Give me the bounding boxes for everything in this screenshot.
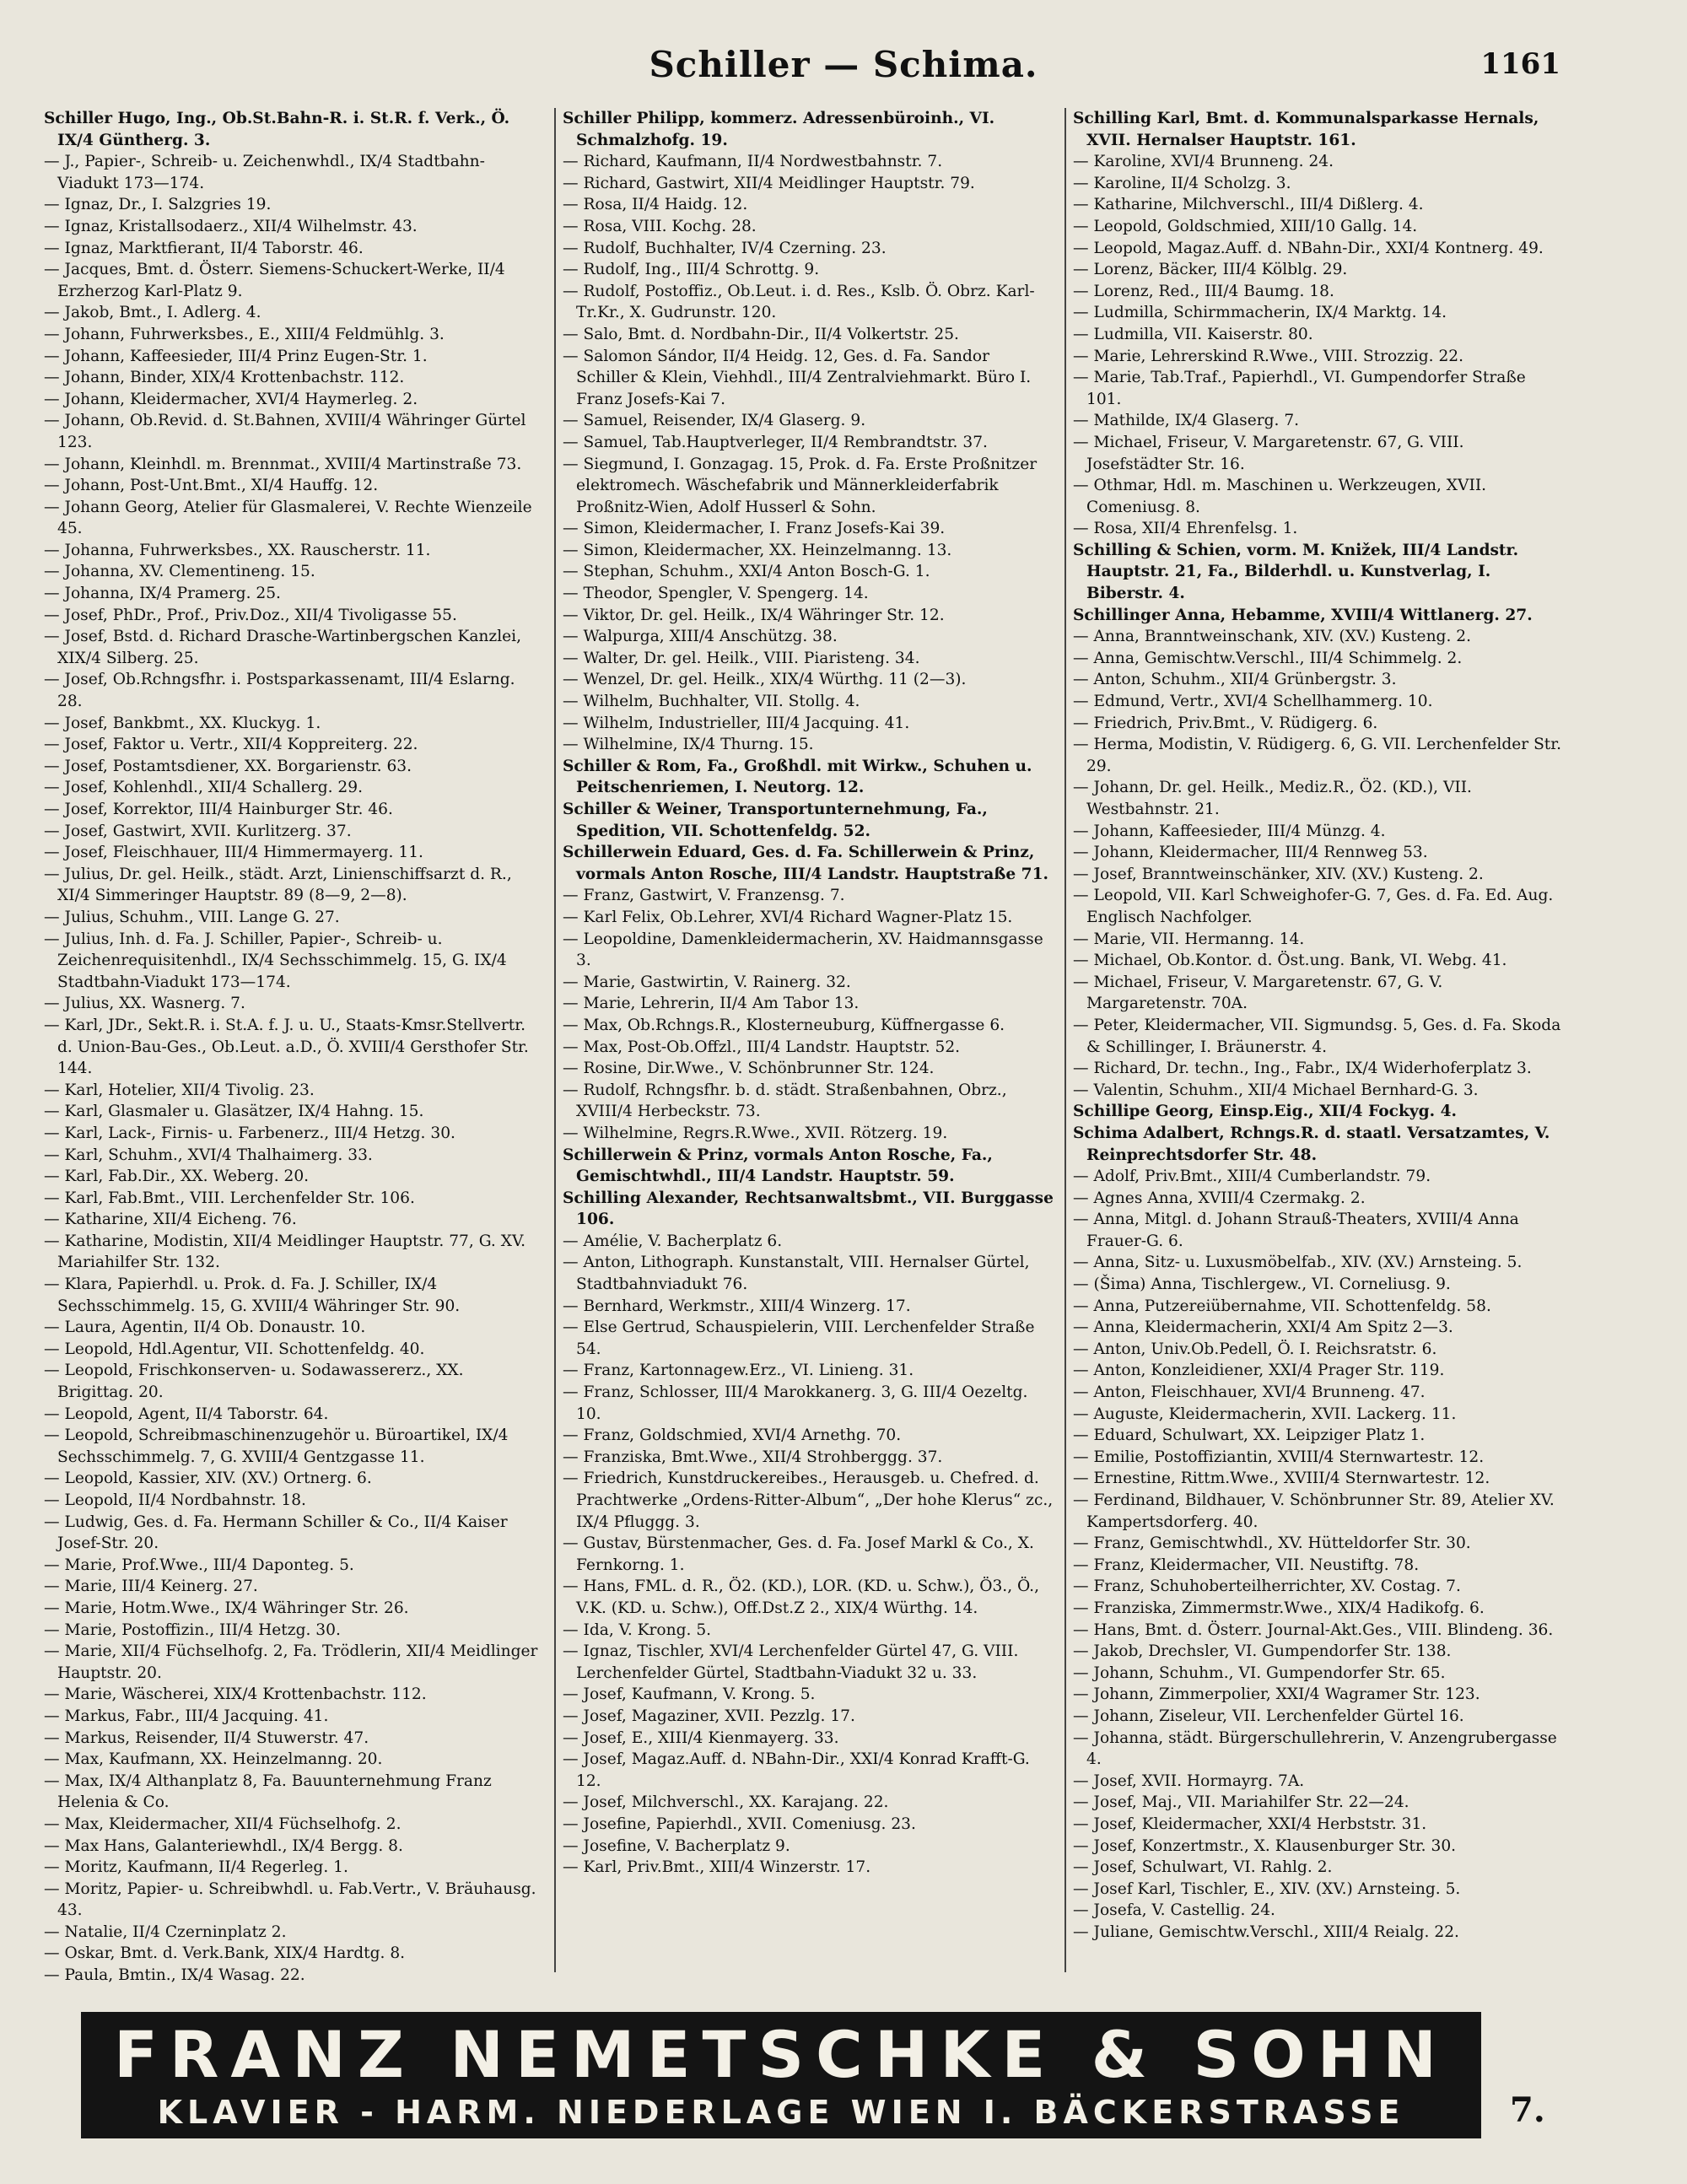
directory-entry: — Lorenz, Red., III/4 Baumg. 18.	[1073, 282, 1334, 300]
directory-entry: — Samuel, Tab.Hauptverleger, II/4 Rembrandtstr. 37.	[563, 433, 988, 451]
directory-entry: — Anton, Lithograph. Kunstanstalt, VIII. Hernalser Gürtel, Stadtbahnviadukt 76.	[563, 1254, 1030, 1294]
directory-entry-heading: Schilling Karl, Bmt. d. Kommunalsparkasse Hernals, XVII. Hernalser Hauptstr. 161.	[1073, 110, 1539, 149]
directory-entry: — Adolf, Priv.Bmt., XIII/4 Cumberlandstr. 79.	[1073, 1167, 1431, 1186]
directory-entry-heading: Schiller Philipp, kommerz. Adressenbüroinh., VI. Schmalzhofg. 19.	[563, 110, 995, 149]
directory-entry: — Jakob, Drechsler, VI. Gumpendorfer Str. 138.	[1073, 1642, 1452, 1661]
directory-entry: — Josef, Magaziner, XVII. Pezzlg. 17.	[563, 1707, 855, 1725]
directory-entry: — Marie, VII. Hermanng. 14.	[1073, 930, 1305, 948]
directory-entry: — Julius, XX. Wasnerg. 7.	[44, 995, 245, 1013]
directory-entry: — Marie, Tab.Traf., Papierhdl., VI. Gumpendorfer Straße 101.	[1073, 369, 1526, 408]
directory-entry: — Michael, Friseur, V. Margaretenstr. 67, G. V. Margaretenstr. 70A.	[1073, 973, 1443, 1013]
directory-entry-heading: Schilling & Schien, vorm. M. Knižek, III/4 Landstr. Hauptstr. 21, Fa., Bilderhdl. u. Kunstverlag, I. Biberstr. 4.	[1073, 541, 1519, 603]
directory-entry: — Viktor, Dr. gel. Heilk., IX/4 Währinger Str. 12.	[563, 606, 945, 624]
directory-entry: — Peter, Kleidermacher, VII. Sigmundsg. 5, Ges. d. Fa. Skoda & Schillinger, I. Bräunerstr. 4.	[1073, 1016, 1561, 1056]
directory-entry: — Franz, Goldschmied, XVI/4 Arnethg. 70.	[563, 1426, 902, 1445]
directory-entry: — Rudolf, Ing., III/4 Schrottg. 9.	[563, 261, 820, 279]
directory-entry: — Laura, Agentin, II/4 Ob. Donaustr. 10.	[44, 1318, 366, 1337]
directory-entry: — Karoline, II/4 Scholzg. 3.	[1073, 174, 1291, 192]
directory-entry: — Anton, Univ.Ob.Pedell, Ö. I. Reichsratstr. 6.	[1073, 1340, 1437, 1358]
directory-entry: — Agnes Anna, XVIII/4 Czermakg. 2.	[1073, 1189, 1366, 1207]
directory-entry: — Michael, Ob.Kontor. d. Öst.ung. Bank, VI. Webg. 41.	[1073, 952, 1507, 970]
directory-entry: — Karl, Glasmaler u. Glasätzer, IX/4 Hahng. 15.	[44, 1103, 424, 1121]
directory-entry: — Stephan, Schuhm., XXI/4 Anton Bosch-G. 1.	[563, 563, 930, 581]
directory-entry: — Josef, PhDr., Prof., Priv.Doz., XII/4 Tivoligasse 55.	[44, 606, 457, 624]
directory-entry: — Bernhard, Werkmstr., XIII/4 Winzerg. 17.	[563, 1297, 911, 1315]
directory-entry: — Leopold, Schreibmaschinenzugehör u. Büroartikel, IX/4 Sechsschimmelg. 7, G. XVIII/4 Gentzgasse 11.	[44, 1426, 509, 1466]
directory-entry: — Katharine, Modistin, XII/4 Meidlinger Hauptstr. 77, G. XV. Mariahilfer Str. 132.	[44, 1232, 526, 1272]
directory-entry: — Josef, Faktor u. Vertr., XII/4 Koppreiterg. 22.	[44, 736, 418, 754]
directory-entry: — Else Gertrud, Schauspielerin, VIII. Lerchenfelder Straße 54.	[563, 1318, 1035, 1358]
directory-entry: — Johann, Binder, XIX/4 Krottenbachstr. 112.	[44, 369, 405, 387]
directory-entry: — Walter, Dr. gel. Heilk., VIII. Piaristeng. 34.	[563, 649, 920, 667]
directory-entry: — Josefine, V. Bacherplatz 9.	[563, 1836, 790, 1855]
directory-entry: — Leopold, Hdl.Agentur, VII. Schottenfeldg. 40.	[44, 1340, 425, 1358]
directory-entry: — Wilhelm, Buchhalter, VII. Stollg. 4.	[563, 693, 860, 711]
directory-entry: — Johann, Kleinhdl. m. Brennmat., XVIII/4 Martinstraße 73.	[44, 455, 522, 473]
directory-entry: — Anna, Kleidermacherin, XXI/4 Am Spitz 2—3.	[1073, 1318, 1453, 1337]
directory-entry: — Ignaz, Marktfierant, II/4 Taborstr. 46.	[44, 239, 364, 257]
directory-entry: — Wilhelm, Industrieller, III/4 Jacquing. 41.	[563, 714, 910, 732]
column-middle	[554, 108, 1054, 1972]
directory-entry: — Eduard, Schulwart, XX. Leipziger Platz 1.	[1073, 1426, 1426, 1445]
directory-entry: — Leopold, Goldschmied, XIII/10 Gallg. 14.	[1073, 217, 1418, 235]
advertisement-house-number: 7.	[1510, 2090, 1545, 2130]
directory-entry: — Moritz, Kaufmann, II/4 Regerleg. 1.	[44, 1858, 348, 1877]
directory-entry: — Josef Karl, Tischler, E., XIV. (XV.) Arnsteing. 5.	[1073, 1879, 1461, 1898]
directory-entry: — Julius, Inh. d. Fa. J. Schiller, Papier-, Schreib- u. Zeichenrequisitenhdl., IX/4 Sechsschimmelg. 15, G. IX/4 Stadtbahn-Viadukt 173—174.	[44, 930, 507, 991]
directory-entry: — Theodor, Spengler, V. Spengerg. 14.	[563, 585, 869, 603]
directory-entry-heading: Schilling Alexander, Rechtsanwaltsbmt., VII. Burggasse 106.	[563, 1189, 1054, 1229]
directory-entry: — Marie, XII/4 Füchselhofg. 2, Fa. Trödlerin, XII/4 Meidlinger Hauptstr. 20.	[44, 1642, 538, 1682]
directory-entry: — Katharine, XII/4 Eicheng. 76.	[44, 1211, 297, 1229]
directory-entry: — Anna, Putzereiübernahme, VII. Schottenfeldg. 58.	[1073, 1297, 1491, 1315]
directory-entry: — Johann, Kaffeesieder, III/4 Münzg. 4.	[1073, 822, 1386, 840]
directory-entry: — Marie, Hotm.Wwe., IX/4 Währinger Str. 26.	[44, 1599, 409, 1617]
directory-entry: — Edmund, Vertr., XVI/4 Schellhammerg. 10.	[1073, 693, 1433, 711]
directory-entry: — Anna, Gemischtw.Verschl., III/4 Schimmelg. 2.	[1073, 649, 1463, 667]
directory-entry: — Josef, Milchverschl., XX. Karajang. 22.	[563, 1793, 889, 1812]
directory-entry: — Franz, Schuhoberteilherrichter, XV. Costag. 7.	[1073, 1577, 1461, 1596]
directory-entry: — Josef, Kleidermacher, XXI/4 Herbststr. 31.	[1073, 1815, 1427, 1833]
directory-entry: — Jacques, Bmt. d. Österr. Siemens-Schuckert-Werke, II/4 Erzherzog Karl-Platz 9.	[44, 261, 505, 300]
column-left	[44, 108, 542, 1985]
advertisement-address: KLAVIER - HARM. NIEDERLAGE WIEN I. BÄCKERSTRASSE	[157, 2094, 1405, 2131]
directory-entry: — Leopold, Agent, II/4 Taborstr. 64.	[44, 1405, 329, 1423]
directory-entry: — Ludmilla, Schirmmacherin, IX/4 Marktg. 14.	[1073, 304, 1447, 322]
directory-entry: — Josef, Gastwirt, XVII. Kurlitzerg. 37.	[44, 822, 352, 840]
directory-entry: — Ludwig, Ges. d. Fa. Hermann Schiller & Co., II/4 Kaiser Josef-Str. 20.	[44, 1513, 508, 1553]
directory-entry: — Rosa, XII/4 Ehrenfelsg. 1.	[1073, 520, 1298, 538]
directory-entry-heading: Schiller & Rom, Fa., Großhdl. mit Wirkw., Schuhen u. Peitschenriemen, I. Neutorg. 12.	[563, 757, 1032, 797]
directory-entry: — Johann, Ob.Revid. d. St.Bahnen, XVIII/4 Währinger Gürtel 123.	[44, 412, 526, 451]
directory-entry: — Johann, Zimmerpolier, XXI/4 Wagramer Str. 123.	[1073, 1685, 1480, 1704]
directory-entry: — Max, IX/4 Althanplatz 8, Fa. Bauunternehmung Franz Helenia & Co.	[44, 1771, 492, 1812]
directory-entry: — Marie, Postoffizin., III/4 Hetzg. 30.	[44, 1620, 341, 1639]
directory-entry: — Johann, Ziseleur, VII. Lerchenfelder Gürtel 16.	[1073, 1707, 1464, 1725]
advertisement-banner	[81, 2012, 1481, 2138]
directory-entry: — Franz, Kartonnagew.Erz., VI. Linieng. 31.	[563, 1362, 914, 1380]
directory-entry: — Johanna, XV. Clementineng. 15.	[44, 563, 315, 581]
directory-entry: — Josef, Konzertmstr., X. Klausenburger Str. 30.	[1073, 1836, 1457, 1855]
directory-entry: — Karl, Lack-, Firnis- u. Farbenerz., III/4 Hetzg. 30.	[44, 1124, 455, 1142]
directory-columns	[44, 108, 1562, 1985]
directory-entry: — Leopold, Magaz.Auff. d. NBahn-Dir., XXI/4 Kontnerg. 49.	[1073, 239, 1544, 257]
page-title: Schiller — Schima.	[649, 44, 1038, 85]
directory-entry: — Max, Post-Ob.Offzl., III/4 Landstr. Hauptstr. 52.	[563, 1038, 961, 1056]
directory-entry: — Franz, Gemischtwhdl., XV. Hütteldorfer Str. 30.	[1073, 1534, 1471, 1553]
directory-entry: — Johann, Kleidermacher, III/4 Rennweg 53.	[1073, 844, 1428, 862]
directory-entry-heading: Schiller & Weiner, Transportunternehmung, Fa., Spedition, VII. Schottenfeldg. 52.	[563, 801, 988, 840]
directory-entry: — Richard, Gastwirt, XII/4 Meidlinger Hauptstr. 79.	[563, 174, 975, 192]
directory-entry: — Josef, Magaz.Auff. d. NBahn-Dir., XXI/4 Konrad Krafft-G. 12.	[563, 1750, 1030, 1790]
directory-entry: — Leopold, Frischkonserven- u. Sodawassererz., XX. Brigittag. 20.	[44, 1362, 464, 1402]
directory-entry: — Josef, Bstd. d. Richard Drasche-Wartinbergschen Kanzlei, XIX/4 Silberg. 25.	[44, 628, 522, 667]
directory-entry: — Moritz, Papier- u. Schreibwhdl. u. Fab.Vertr., V. Bräuhausg. 43.	[44, 1879, 536, 1920]
directory-entry: — Leopoldine, Damenkleidermacherin, XV. Haidmannsgasse 3.	[563, 930, 1043, 970]
directory-entry: — Wilhelmine, Regrs.R.Wwe., XVII. Rötzerg. 19.	[563, 1124, 948, 1142]
directory-entry: — (Šima) Anna, Tischlergew., VI. Corneliusg. 9.	[1073, 1275, 1451, 1294]
directory-entry: — Marie, Prof.Wwe., III/4 Daponteg. 5.	[44, 1556, 354, 1574]
directory-entry: — Josefine, Papierhdl., XVII. Comeniusg. 23.	[563, 1815, 916, 1833]
directory-entry: — Leopold, Kassier, XIV. (XV.) Ortnerg. 6.	[44, 1469, 372, 1488]
directory-entry: — Franziska, Zimmermstr.Wwe., XIX/4 Hadikofg. 6.	[1073, 1599, 1485, 1617]
directory-entry: — Johanna, IX/4 Pramerg. 25.	[44, 585, 281, 603]
directory-entry: — Samuel, Reisender, IX/4 Glaserg. 9.	[563, 412, 866, 430]
directory-entry: — Julius, Schuhm., VIII. Lange G. 27.	[44, 908, 340, 926]
directory-entry: — Josef, Korrektor, III/4 Hainburger Str. 46.	[44, 801, 393, 818]
directory-entry: — Paula, Bmtin., IX/4 Wasag. 22.	[44, 1966, 305, 1985]
directory-entry: — Josef, XVII. Hormayrg. 7A.	[1073, 1771, 1305, 1790]
directory-entry: — Michael, Friseur, V. Margaretenstr. 67, G. VIII. Josefstädter Str. 16.	[1073, 433, 1464, 473]
page-header	[0, 44, 1687, 94]
directory-entry: — Johann, Fuhrwerksbes., E., XIII/4 Feldmühlg. 3.	[44, 325, 445, 343]
directory-entry: — Josef, Schulwart, VI. Rahlg. 2.	[1073, 1858, 1333, 1877]
directory-entry: — Karl, Fab.Bmt., VIII. Lerchenfelder Str. 106.	[44, 1189, 415, 1207]
directory-entry: — Jakob, Bmt., I. Adlerg. 4.	[44, 304, 261, 322]
directory-entry: — Marie, III/4 Keinerg. 27.	[44, 1577, 258, 1596]
directory-entry: — Friedrich, Kunstdruckereibes., Herausgeb. u. Chefred. d. Prachtwerke „Ordens-Ritter-Album“, „Der hohe Klerus“ zc., IX/4 Pfluggg. 3.	[563, 1469, 1054, 1531]
directory-entry: — Marie, Lehrerskind R.Wwe., VIII. Strozzig. 22.	[1073, 347, 1464, 365]
directory-entry: — Karl, JDr., Sekt.R. i. St.A. f. J. u. U., Staats-Kmsr.Stellvertr. d. Union-Bau-Ges., Ob.Leut. a.D., Ö. XVIII/4 Gersthofer Str. 144.	[44, 1016, 529, 1078]
directory-entry: — Richard, Dr. techn., Ing., Fabr., IX/4 Widerhoferplatz 3.	[1073, 1060, 1532, 1078]
directory-entry: — Natalie, II/4 Czerninplatz 2.	[44, 1922, 287, 1941]
directory-entry: — Anton, Fleischhauer, XVI/4 Brunneng. 47.	[1073, 1383, 1426, 1402]
directory-entry: — Hans, Bmt. d. Österr. Journal-Akt.Ges., VIII. Blindeng. 36.	[1073, 1620, 1554, 1639]
directory-entry: — J., Papier-, Schreib- u. Zeichenwhdl., IX/4 Stadtbahn-Viadukt 173—174.	[44, 153, 485, 192]
directory-entry: — Rosine, Dir.Wwe., V. Schönbrunner Str. 124.	[563, 1060, 935, 1078]
directory-entry: — Karl Felix, Ob.Lehrer, XVI/4 Richard Wagner-Platz 15.	[563, 908, 1013, 926]
directory-entry: — Josef, Postamtsdiener, XX. Borgarienstr. 63.	[44, 757, 412, 775]
directory-entry: — Herma, Modistin, V. Rüdigerg. 6, G. VII. Lerchenfelder Str. 29.	[1073, 736, 1562, 775]
directory-entry: — Karoline, XVI/4 Brunneng. 24.	[1073, 153, 1334, 171]
directory-entry: — Wilhelmine, IX/4 Thurng. 15.	[563, 736, 814, 754]
directory-entry: — Simon, Kleidermacher, I. Franz Josefs-Kai 39.	[563, 520, 946, 538]
directory-entry: — Max, Kaufmann, XX. Heinzelmanng. 20.	[44, 1750, 383, 1769]
directory-entry: — Max Hans, Galanteriewhdl., IX/4 Bergg. 8.	[44, 1836, 403, 1855]
directory-entry: — Karl, Hotelier, XII/4 Tivolig. 23.	[44, 1081, 315, 1099]
directory-entry: — Juliane, Gemischtw.Verschl., XIII/4 Reialg. 22.	[1073, 1922, 1459, 1941]
directory-entry: — Josef, Kaufmann, V. Krong. 5.	[563, 1685, 816, 1704]
directory-entry: — Johann, Schuhm., VI. Gumpendorfer Str. 65.	[1073, 1664, 1446, 1682]
directory-entry: — Josef, E., XIII/4 Kienmayerg. 33.	[563, 1728, 839, 1747]
advertisement-company: FRANZ NEMETSCHKE & SOHN	[113, 2017, 1448, 2092]
directory-entry: — Walpurga, XIII/4 Anschützg. 38.	[563, 628, 838, 646]
directory-entry: — Marie, Lehrerin, II/4 Am Tabor 13.	[563, 995, 860, 1013]
directory-entry: — Ernestine, Rittm.Wwe., XVIII/4 Sternwartestr. 12.	[1073, 1469, 1490, 1488]
directory-entry: — Markus, Reisender, II/4 Stuwerstr. 47.	[44, 1728, 369, 1747]
directory-entry: — Emilie, Postoffiziantin, XVIII/4 Sternwartestr. 12.	[1073, 1448, 1485, 1466]
directory-entry: — Johann Georg, Atelier für Glasmalerei, V. Rechte Wienzeile 45.	[44, 498, 532, 538]
directory-entry: — Max, Ob.Rchngs.R., Klosterneuburg, Küffnergasse 6.	[563, 1016, 1005, 1034]
directory-entry: — Johanna, städt. Bürgerschullehrerin, V. Anzengrubergasse 4.	[1073, 1728, 1557, 1769]
directory-entry: — Marie, Gastwirtin, V. Rainerg. 32.	[563, 973, 851, 991]
directory-entry: — Josef, Bankbmt., XX. Kluckyg. 1.	[44, 714, 321, 732]
directory-entry: — Franziska, Bmt.Wwe., XII/4 Strohberggg. 37.	[563, 1448, 943, 1466]
directory-entry: — Wenzel, Dr. gel. Heilk., XIX/4 Würthg. 11 (2—3).	[563, 671, 967, 689]
directory-entry: — Amélie, V. Bacherplatz 6.	[563, 1232, 783, 1250]
directory-entry: — Ignaz, Tischler, XVI/4 Lerchenfelder Gürtel 47, G. VIII. Lerchenfelder Gürtel, Stadtbahn-Viadukt 32 u. 33.	[563, 1642, 1019, 1682]
directory-entry-heading: Schillerwein & Prinz, vormals Anton Rosche, Fa., Gemischtwhdl., III/4 Landstr. Hauptstr. 59.	[563, 1146, 993, 1186]
directory-entry: — Richard, Kaufmann, II/4 Nordwestbahnstr. 7.	[563, 153, 943, 171]
directory-entry: — Hans, FML. d. R., Ö2. (KD.), LOR. (KD. u. Schw.), Ö3., Ö., V.K. (KD. u. Schw.), Off.Dst.Z 2., XIX/4 Würthg. 14.	[563, 1577, 1039, 1617]
directory-entry: — Anton, Konzleidiener, XXI/4 Prager Str. 119.	[1073, 1362, 1445, 1380]
directory-entry: — Karl, Fab.Dir., XX. Weberg. 20.	[44, 1167, 310, 1186]
directory-entry: — Rudolf, Rchngsfhr. b. d. städt. Straßenbahnen, Obrz., XVIII/4 Herbeckstr. 73.	[563, 1081, 1007, 1121]
directory-entry: — Franz, Kleidermacher, VII. Neustiftg. 78.	[1073, 1556, 1420, 1574]
directory-entry: — Ludmilla, VII. Kaiserstr. 80.	[1073, 325, 1313, 343]
directory-entry-heading: Schillinger Anna, Hebamme, XVIII/4 Wittlanerg. 27.	[1073, 606, 1533, 624]
directory-entry: — Katharine, Milchverschl., III/4 Dißlerg. 4.	[1073, 196, 1424, 214]
directory-entry: — Josef, Maj., VII. Mariahilfer Str. 22—24.	[1073, 1793, 1409, 1812]
directory-entry: — Lorenz, Bäcker, III/4 Kölblg. 29.	[1073, 261, 1348, 279]
directory-entry: — Markus, Fabr., III/4 Jacquing. 41.	[44, 1707, 329, 1725]
directory-entry-heading: Schima Adalbert, Rchngs.R. d. staatl. Versatzamtes, V. Reinprechtsdorfer Str. 48.	[1073, 1124, 1550, 1164]
directory-entry: — Marie, Wäscherei, XIX/4 Krottenbachstr. 112.	[44, 1685, 427, 1704]
directory-entry: — Valentin, Schuhm., XII/4 Michael Bernhard-G. 3.	[1073, 1081, 1479, 1099]
directory-entry: — Ignaz, Dr., I. Salzgries 19.	[44, 196, 272, 214]
page-number: 1161	[1480, 47, 1560, 81]
directory-entry: — Karl, Schuhm., XVI/4 Thalhaimerg. 33.	[44, 1146, 373, 1164]
directory-entry: — Ida, V. Krong. 5.	[563, 1620, 712, 1639]
directory-entry: — Franz, Gastwirt, V. Franzensg. 7.	[563, 887, 845, 905]
directory-entry: — Rudolf, Postoffiz., Ob.Leut. i. d. Res., Kslb. Ö. Obrz. Karl-Tr.Kr., X. Gudrunstr. 120.	[563, 282, 1035, 322]
directory-entry: — Siegmund, I. Gonzagag. 15, Prok. d. Fa. Erste Proßnitzer elektromech. Wäschefabrik und Männerkleiderfabrik Proßnitz-Wien, Adolf Husserl & Sohn.	[563, 455, 1038, 516]
directory-entry: — Oskar, Bmt. d. Verk.Bank, XIX/4 Hardtg. 8.	[44, 1944, 406, 1963]
directory-entry-heading: Schiller Hugo, Ing., Ob.St.Bahn-R. i. St.R. f. Verk., Ö. IX/4 Güntherg. 3.	[44, 110, 510, 149]
directory-entry: — Anna, Mitgl. d. Johann Strauß-Theaters, XVIII/4 Anna Frauer-G. 6.	[1073, 1211, 1519, 1250]
directory-entry: — Simon, Kleidermacher, XX. Heinzelmanng. 13.	[563, 541, 952, 559]
directory-entry: — Mathilde, IX/4 Glaserg. 7.	[1073, 412, 1300, 430]
directory-entry: — Anna, Branntweinschank, XIV. (XV.) Kusteng. 2.	[1073, 628, 1472, 646]
column-right	[1064, 108, 1564, 1972]
directory-entry: — Franz, Schlosser, III/4 Marokkanerg. 3, G. III/4 Oezeltg. 10.	[563, 1383, 1028, 1423]
directory-entry: — Ferdinand, Bildhauer, V. Schönbrunner Str. 89, Atelier XV. Kampertsdorferg. 40.	[1073, 1491, 1555, 1531]
directory-entry: — Leopold, VII. Karl Schweighofer-G. 7, Ges. d. Fa. Ed. Aug. Englisch Nachfolger.	[1073, 887, 1554, 926]
directory-entry: — Johann, Kaffeesieder, III/4 Prinz Eugen-Str. 1.	[44, 347, 428, 365]
directory-entry: — Josef, Fleischhauer, III/4 Himmermayerg. 11.	[44, 844, 423, 862]
directory-entry-heading: Schillipe Georg, Einsp.Eig., XII/4 Fockyg. 4.	[1073, 1103, 1458, 1121]
directory-entry: — Karl, Priv.Bmt., XIII/4 Winzerstr. 17.	[563, 1858, 871, 1877]
directory-entry: — Johann, Kleidermacher, XVI/4 Haymerleg. 2.	[44, 390, 418, 408]
directory-entry: — Othmar, Hdl. m. Maschinen u. Werkzeugen, XVII. Comeniusg. 8.	[1073, 477, 1487, 516]
directory-entry: — Leopold, II/4 Nordbahnstr. 18.	[44, 1491, 306, 1509]
directory-entry: — Anna, Sitz- u. Luxusmöbelfab., XIV. (XV.) Arnsteing. 5.	[1073, 1254, 1523, 1272]
directory-entry: — Gustav, Bürstenmacher, Ges. d. Fa. Josef Markl & Co., X. Fernkorng. 1.	[563, 1534, 1034, 1574]
directory-entry: — Auguste, Kleidermacherin, XVII. Lackerg. 11.	[1073, 1405, 1457, 1423]
directory-entry: — Rosa, II/4 Haidg. 12.	[563, 196, 748, 214]
directory-entry: — Rosa, VIII. Kochg. 28.	[563, 217, 757, 235]
directory-entry-heading: Schillerwein Eduard, Ges. d. Fa. Schillerwein & Prinz, vormals Anton Rosche, III/4 Landstr. Hauptstraße 71.	[563, 844, 1049, 883]
directory-entry: — Anton, Schuhm., XII/4 Grünbergstr. 3.	[1073, 671, 1397, 689]
directory-entry: — Johanna, Fuhrwerksbes., XX. Rauscherstr. 11.	[44, 541, 431, 559]
directory-entry: — Ignaz, Kristallsodaerz., XII/4 Wilhelmstr. 43.	[44, 217, 418, 235]
directory-entry: — Salo, Bmt. d. Nordbahn-Dir., II/4 Volkertstr. 25.	[563, 325, 959, 343]
directory-entry: — Josefa, V. Castellig. 24.	[1073, 1901, 1275, 1920]
directory-entry: — Rudolf, Buchhalter, IV/4 Czerning. 23.	[563, 239, 887, 257]
directory-entry: — Johann, Post-Unt.Bmt., XI/4 Hauffg. 12.	[44, 477, 379, 495]
directory-entry: — Klara, Papierhdl. u. Prok. d. Fa. J. Schiller, IX/4 Sechsschimmelg. 15, G. XVIII/4 Währinger Str. 90.	[44, 1275, 461, 1315]
directory-entry: — Friedrich, Priv.Bmt., V. Rüdigerg. 6.	[1073, 714, 1378, 732]
directory-entry: — Salomon Sándor, II/4 Heidg. 12, Ges. d. Fa. Sandor Schiller & Klein, Viehhdl., III/4 Zentralviehmarkt. Büro I. Franz Josefs-Kai 7.	[563, 347, 1032, 408]
directory-entry: — Josef, Kohlenhdl., XII/4 Schallerg. 29.	[44, 779, 364, 797]
directory-entry: — Josef, Branntweinschänker, XIV. (XV.) Kusteng. 2.	[1073, 865, 1484, 883]
directory-entry: — Josef, Ob.Rchngsfhr. i. Postsparkassenamt, III/4 Eslarng. 28.	[44, 671, 515, 711]
directory-entry: — Julius, Dr. gel. Heilk., städt. Arzt, Linienschiffsarzt d. R., XI/4 Simmeringer Hauptstr. 89 (8—9, 2—8).	[44, 865, 512, 905]
directory-entry: — Johann, Dr. gel. Heilk., Mediz.R., Ö2. (KD.), VII. Westbahnstr. 21.	[1073, 779, 1472, 818]
directory-entry: — Max, Kleidermacher, XII/4 Füchselhofg. 2.	[44, 1815, 402, 1833]
